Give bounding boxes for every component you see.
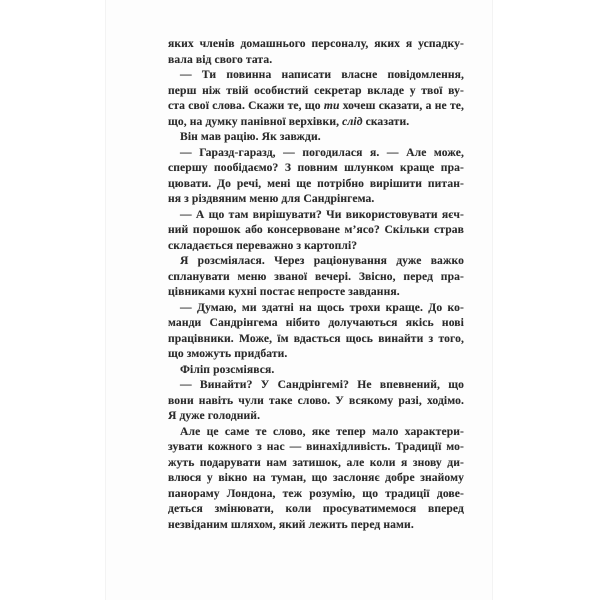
text-line: влюся у вікно на туман, що заслоняє добре знайому bbox=[168, 471, 464, 484]
text-segment: що, на думку панівної верхівки, bbox=[168, 114, 343, 128]
text-line: ня з різдвяним меню для Сандрінгема. bbox=[168, 192, 375, 205]
text-line: — А що там вирішувати? Чи використовувати яєч- bbox=[180, 207, 464, 221]
text-line: цювати. До речі, мені ще потрібно вирішити питан- bbox=[168, 176, 464, 190]
text-line: спершу пообідаємо? З повним шлунком краще пра- bbox=[168, 161, 464, 174]
text-line: цівниками кухні постає непросте завдання. bbox=[168, 285, 400, 298]
text-line: Я дуже голодний. bbox=[168, 409, 261, 422]
text-segment: ста свої слова. Скажи те, що bbox=[168, 99, 324, 112]
text-line: перш ніж твій особистий секретар вкладе у твої ву- bbox=[168, 83, 464, 97]
text-line: працівники. Може, їм вдасться щось винайти з того, bbox=[168, 331, 464, 345]
text-line: зувати кожного з нас — винахідливість. Традиції мо- bbox=[168, 440, 464, 453]
text-line: Він мав рацію. Як завжди. bbox=[180, 130, 321, 143]
text-line: незвіданим шляхом, який лежить перед нами. bbox=[168, 517, 414, 531]
text-line: — Думаю, ми здатні на щось трохи краще. До ко- bbox=[180, 300, 464, 314]
text-segment-italic: ти bbox=[323, 99, 340, 112]
text-line: жуть подарувати нам затишок, але коли я знову ди- bbox=[168, 455, 464, 469]
text-line: деться змінювати, коли просуватимемося вперед bbox=[168, 502, 464, 515]
text-line: — Винайти? У Сандрінгемі? Не впевнений, що bbox=[180, 378, 464, 391]
book-page bbox=[105, 0, 493, 600]
text-line: вала від свого тата. bbox=[168, 52, 273, 66]
text-line: вони навіть чули таке слово. У всякому разі, ходімо. bbox=[168, 393, 464, 407]
text-segment: хочеш сказати, а не те, bbox=[339, 99, 464, 112]
text-line: спланувати меню званої вечері. Звісно, перед пра- bbox=[168, 269, 464, 283]
text-line: ний порошок або консервоване м’ясо? Скільки страв bbox=[168, 223, 464, 236]
text-line: манди Сандрінгема нібито долучаються якісь нові bbox=[168, 316, 464, 329]
text-line: Філіп розсміявся. bbox=[180, 362, 275, 376]
text-line: яких членів домашнього персоналу, яких я успадку- bbox=[168, 37, 464, 50]
text-line bbox=[168, 98, 464, 114]
text-line: — Гаразд-гаразд, — погодилася я. — Але може, bbox=[180, 145, 464, 159]
text-segment-italic: слід bbox=[342, 114, 363, 128]
text-column bbox=[168, 36, 464, 532]
text-line: панораму Лондона, теж розумію, що традиції дове- bbox=[168, 486, 464, 500]
text-line: складається переважно з картоплі? bbox=[168, 238, 358, 252]
text-line: що зможуть придбати. bbox=[168, 347, 288, 360]
text-line: Але це саме те слово, яке тепер мало характери- bbox=[180, 424, 464, 438]
text-line bbox=[168, 114, 464, 130]
text-line: — Ти повинна написати власне повідомлення, bbox=[180, 68, 464, 81]
text-line: Я розсміялася. Через раціонування дуже важко bbox=[180, 254, 464, 267]
text-segment: сказати. bbox=[362, 114, 410, 128]
